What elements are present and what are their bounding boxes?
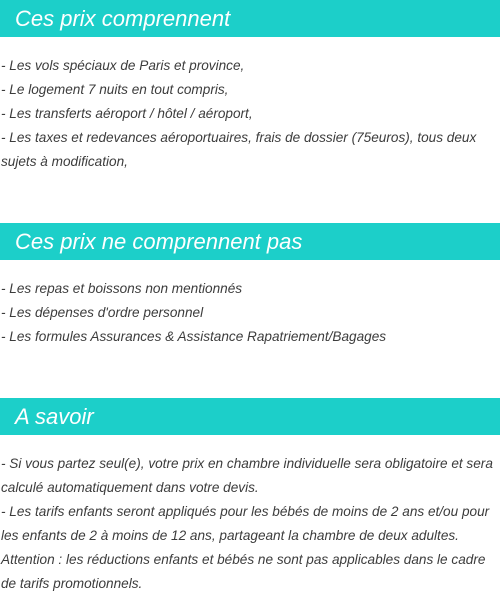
section-title: Ces prix ne comprennent pas [15, 229, 303, 254]
list-item: - Les vols spéciaux de Paris et province, [1, 58, 245, 73]
section-title: A savoir [15, 404, 94, 429]
list-item: - Les formules Assurances & Assistance Rapatriement/Bagages [1, 329, 387, 344]
list-item: - Le logement 7 nuits en tout compris, [1, 82, 229, 97]
section-header-not-included [0, 223, 500, 260]
list-item: - Les taxes et redevances aéroportuaires, frais de dossier (75euros), tous deux sujets à modification, [1, 130, 477, 169]
section-body-good-to-know [0, 452, 500, 596]
section-body-not-included [0, 277, 500, 349]
list-item: - Si vous partez seul(e), votre prix en chambre individuelle sera obligatoire et sera calculé automatiquement dans votre devis. [1, 456, 493, 495]
list-item: Attention : les réductions enfants et bébés ne sont pas applicables dans le cadre de tarifs promotionnels. [1, 552, 486, 591]
list-item: - Les transferts aéroport / hôtel / aéroport, [1, 106, 253, 121]
section-body-included [0, 54, 500, 174]
section-title: Ces prix comprennent [15, 6, 231, 31]
section-header-included [0, 0, 500, 37]
list-item: - Les tarifs enfants seront appliqués pour les bébés de moins de 2 ans et/ou pour les enfants de 2 à moins de 12 ans, partageant la chambre de deux adultes. [1, 504, 490, 543]
list-item: - Les repas et boissons non mentionnés [1, 281, 243, 296]
section-header-good-to-know [0, 398, 500, 435]
list-item: - Les dépenses d'ordre personnel [1, 305, 204, 320]
